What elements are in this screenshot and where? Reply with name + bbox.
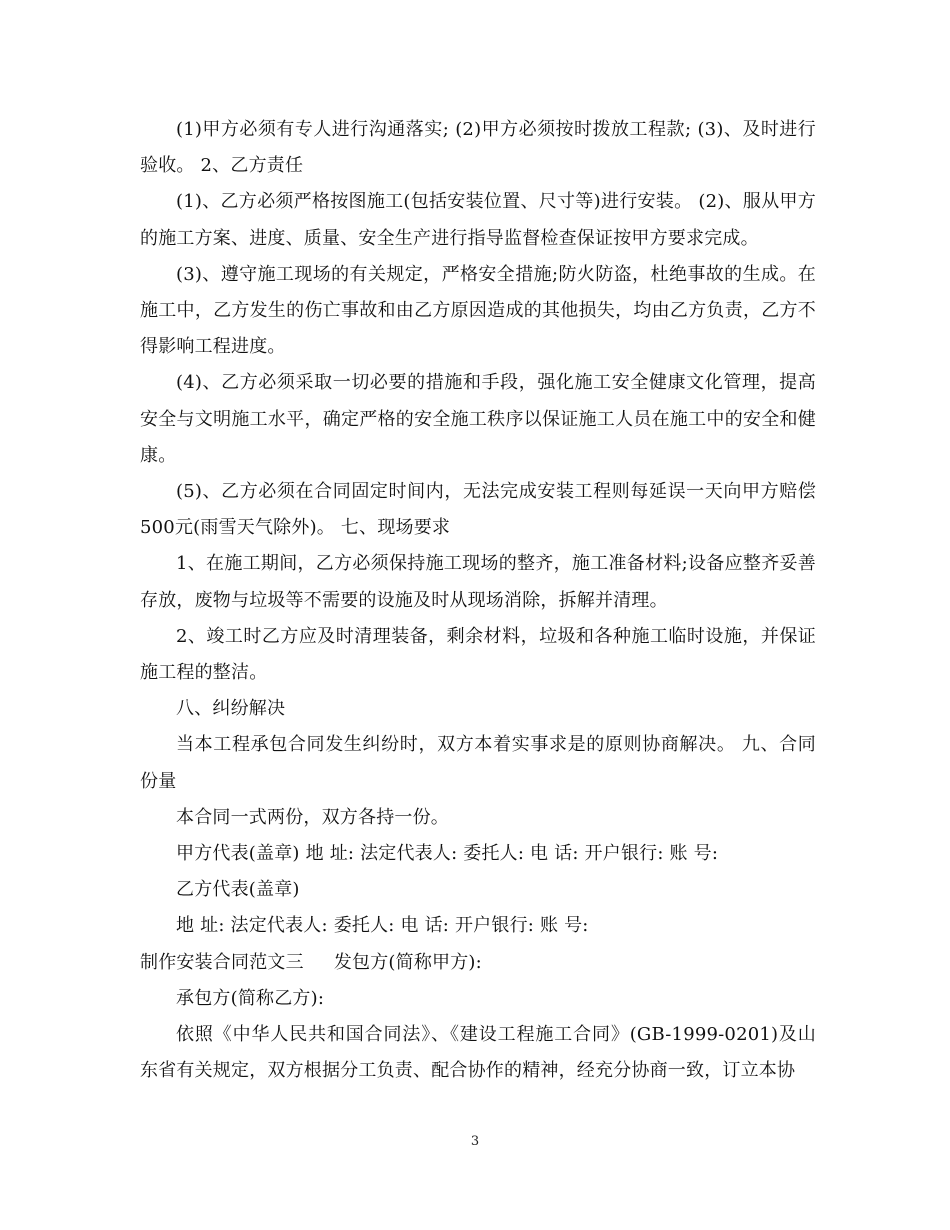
section-title: 制作安装合同范文三 <box>140 951 304 973</box>
paragraph-site-requirement-1: 1、在施工期间，乙方必须保持施工现场的整齐，施工准备材料;设备应整齐妥善存放，废物与垃圾等不需要的设施及时从现场消除，拆解并清理。 <box>140 553 816 611</box>
signature-block-party-b-details: 地 址: 法定代表人: 委托人: 电 话: 开户银行: 账 号: <box>176 915 589 937</box>
document-body <box>140 112 816 1089</box>
section-party-a: 发包方(简称甲方): <box>333 951 482 973</box>
section-party-b: 承包方(简称乙方): <box>176 987 325 1009</box>
paragraph-legal-basis: 依照《中华人民共和国合同法》、《建设工程施工合同》(GB-1999-0201)及山东省有关规定，双方根据分工负责、配合协作的精神，经充分协商一致，订立本协 <box>140 1024 816 1082</box>
paragraph-party-a-duties: (1)甲方必须有专人进行沟通落实; (2)甲方必须按时拨放工程款; (3)、及时进行验收。 2、乙方责任 <box>140 119 816 177</box>
paragraph-party-b-duty-1-2: (1)、乙方必须严格按图施工(包括安装位置、尺寸等)进行安装。 (2)、服从甲方的施工方案、进度、质量、安全生产进行指导监督检查保证按甲方要求完成。 <box>140 191 816 249</box>
paragraph-party-b-duty-5: (5)、乙方必须在合同固定时间内，无法完成安装工程则每延误一天向甲方赔偿500元(雨雪天气除外)。 七、现场要求 <box>140 481 816 539</box>
paragraph-dispute-resolution: 当本工程承包合同发生纠纷时，双方本着实事求是的原则协商解决。 九、合同份量 <box>140 734 816 792</box>
paragraph-site-requirement-2: 2、竣工时乙方应及时清理装备，剩余材料，垃圾和各种施工临时设施，并保证施工程的整洁。 <box>140 625 816 684</box>
signature-block-party-a: 甲方代表(盖章) 地 址: 法定代表人: 委托人: 电 话: 开户银行: 账 号: <box>176 843 719 865</box>
section-heading-line <box>140 945 816 981</box>
heading-dispute-resolution: 八、纠纷解决 <box>176 698 286 720</box>
page-number: 3 <box>470 1134 480 1149</box>
paragraph-contract-copies: 本合同一式两份，双方各持一份。 <box>176 806 449 828</box>
paragraph-party-b-duty-3: (3)、遵守施工现场的有关规定，严格安全措施;防火防盗，杜绝事故的生成。在施工中，乙方发生的伤亡事故和由乙方原因造成的其他损失，均由乙方负责，乙方不得影响工程进度。 <box>140 263 816 358</box>
paragraph-party-b-duty-4: (4)、乙方必须采取一切必要的措施和手段，强化施工安全健康文化管理，提高安全与文明施工水平，确定严格的安全施工秩序以保证施工人员在施工中的安全和健康。 <box>140 372 816 466</box>
signature-block-party-b: 乙方代表(盖章) <box>176 879 300 901</box>
